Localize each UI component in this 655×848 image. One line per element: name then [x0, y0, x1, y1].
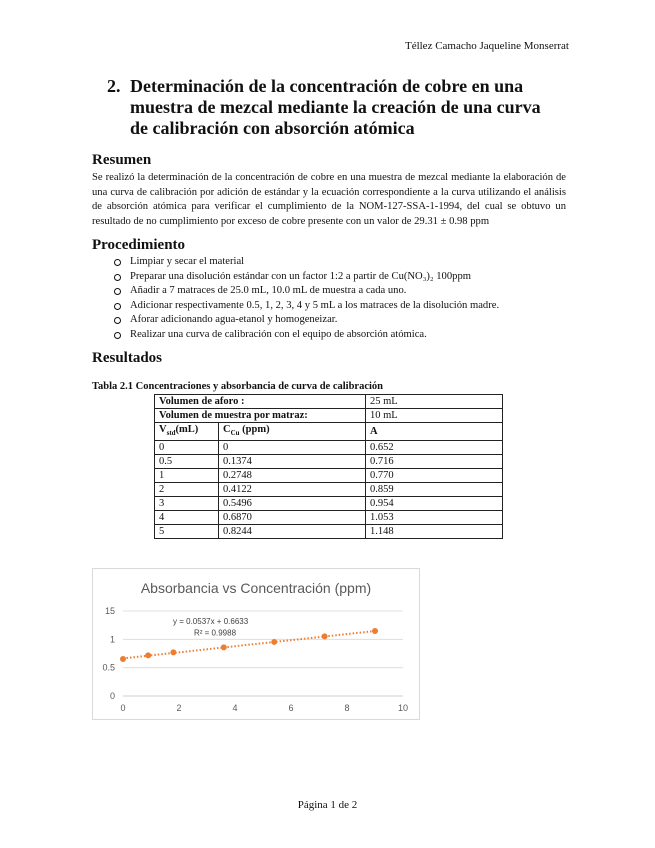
table-cell: 0.8244: [219, 525, 366, 539]
list-item: [92, 313, 572, 328]
procedure-list: [92, 255, 572, 343]
table-cell: 0: [219, 441, 366, 455]
col-header-ccu: $C_{Cu}$ (ppm): [219, 423, 366, 441]
circle-bullet-icon: [114, 317, 121, 324]
procedure-step: Adicionar respectivamente 0.5, 1, 2, 3, 4 y 5 mL a los matraces de la disolución madre.: [130, 299, 500, 311]
data-point: [271, 639, 277, 645]
y-tick-label: 0: [109, 691, 115, 701]
x-tick-label: 6: [288, 703, 294, 713]
list-item: [92, 270, 572, 285]
y-tick-label: 1: [109, 634, 115, 645]
data-point: [120, 656, 126, 662]
table-cell: 0.1374: [219, 455, 366, 469]
table-row: [155, 441, 503, 455]
list-item: [92, 328, 572, 343]
x-tick-label: 0: [120, 703, 126, 713]
table-cell: 0.2748: [219, 469, 366, 483]
circle-bullet-icon: [114, 332, 121, 339]
table-cell: 2: [155, 483, 219, 497]
table-cell: 0: [155, 441, 219, 455]
y-tick-label: 15: [104, 606, 115, 616]
data-point: [221, 644, 227, 650]
table-row: [155, 497, 503, 511]
x-tick-labels: [120, 703, 408, 713]
list-item: [92, 299, 572, 314]
resultados-heading: Resultados: [92, 350, 163, 366]
circle-bullet-icon: [114, 259, 121, 266]
x-tick-label: 10: [397, 703, 409, 713]
table-cell: 0.5496: [219, 497, 366, 511]
table-cell: 0.859: [366, 483, 503, 497]
x-tick-label: 4: [232, 703, 238, 713]
muestra-value: 10 mL: [366, 409, 503, 423]
y-tick-labels: [102, 606, 115, 701]
table-cell: 0.5: [155, 455, 219, 469]
col-header-vstd: $V_{std}(mL)$: [155, 423, 219, 441]
section-title: [107, 76, 557, 139]
procedure-step: Preparar una disolución estándar con un factor 1:2 a partir de Cu(NO₃)₂ 100ppm: [130, 270, 471, 282]
header-author: Téllez Camacho Jaqueline Monserrat: [404, 40, 569, 52]
table-cell: 0.716: [366, 455, 503, 469]
table-cell: 1.148: [366, 525, 503, 539]
table-row: [155, 511, 503, 525]
table-row: [155, 525, 503, 539]
resumen-heading: Resumen: [92, 152, 152, 168]
y-tick-label: 0.5: [102, 662, 115, 673]
aforo-label: Volumen de aforo :: [155, 395, 366, 409]
calibration-table: [154, 394, 503, 539]
chart-gridlines: [123, 611, 403, 668]
chart-canvas: [93, 569, 419, 719]
procedure-step: Aforar adicionando agua-etanol y homogeneizar.: [130, 314, 338, 326]
page-footer: Página 1 de 2: [297, 799, 358, 811]
equation-label: y = 0.0537x + 0.6633: [173, 617, 249, 627]
table-cell: 4: [155, 511, 219, 525]
table-cell: 3: [155, 497, 219, 511]
muestra-label: Volumen de muestra por matraz:: [155, 409, 366, 423]
r-squared-label: R² = 0.9988: [194, 628, 237, 638]
table-row: [155, 409, 503, 423]
table-row: [155, 469, 503, 483]
data-point: [145, 652, 151, 658]
circle-bullet-icon: [114, 288, 121, 295]
calibration-chart: [92, 568, 420, 720]
table-cell: 1.053: [366, 511, 503, 525]
data-point: [170, 649, 176, 655]
procedure-step: Limpiar y secar el material: [130, 256, 245, 267]
data-point: [372, 628, 378, 634]
table-cell: 0.4122: [219, 483, 366, 497]
table-cell: 0.954: [366, 497, 503, 511]
x-tick-label: 2: [176, 703, 182, 713]
table-cell: 0.770: [366, 469, 503, 483]
resumen-text: Se realizó la determinación de la concentración de cobre en una muestra de mezcal mediante la elaboración de una curva de calibración por adición de estándar y la ecuación correspondiente a la curva utilizando el análisis de absorción atómica para verificar el cumplimiento de la NOM-127-SSA-1-1994, del cual se obtuvo un resultado de no cumplimiento por exceso de cobre presente con un valor de 29.31 ± 0.98 ppm: [92, 172, 566, 227]
list-item: [92, 255, 572, 270]
trendline: [123, 631, 375, 658]
procedure-step: Añadir a 7 matraces de 25.0 mL, 10.0 mL de muestra a cada uno.: [130, 285, 407, 297]
table-row: [155, 455, 503, 469]
circle-bullet-icon: [114, 303, 121, 310]
table-cell: 5: [155, 525, 219, 539]
table-cell: 1: [155, 469, 219, 483]
procedimiento-heading: Procedimiento: [92, 237, 186, 253]
col-header-a: A: [366, 423, 503, 441]
table-row: [155, 483, 503, 497]
table-row: [155, 395, 503, 409]
chart-title: Absorbancia vs Concentración (ppm): [140, 580, 372, 596]
table-header-row: [155, 423, 503, 441]
circle-bullet-icon: [114, 274, 121, 281]
table-caption: Tabla 2.1 Concentraciones y absorbancia de curva de calibración: [92, 381, 383, 392]
table-cell: 0.6870: [219, 511, 366, 525]
section-title-text: Determinación de la concentración de cobre en una muestra de mezcal mediante la creación de una curva de calibración con absorción atómica: [130, 76, 541, 138]
section-number: 2.: [107, 76, 121, 96]
list-item: [92, 284, 572, 299]
data-point: [322, 633, 328, 639]
x-tick-label: 8: [344, 703, 350, 713]
table-cell: 0.652: [366, 441, 503, 455]
aforo-value: 25 mL: [366, 395, 503, 409]
procedure-step: Realizar una curva de calibración con el equipo de absorción atómica.: [130, 328, 427, 340]
